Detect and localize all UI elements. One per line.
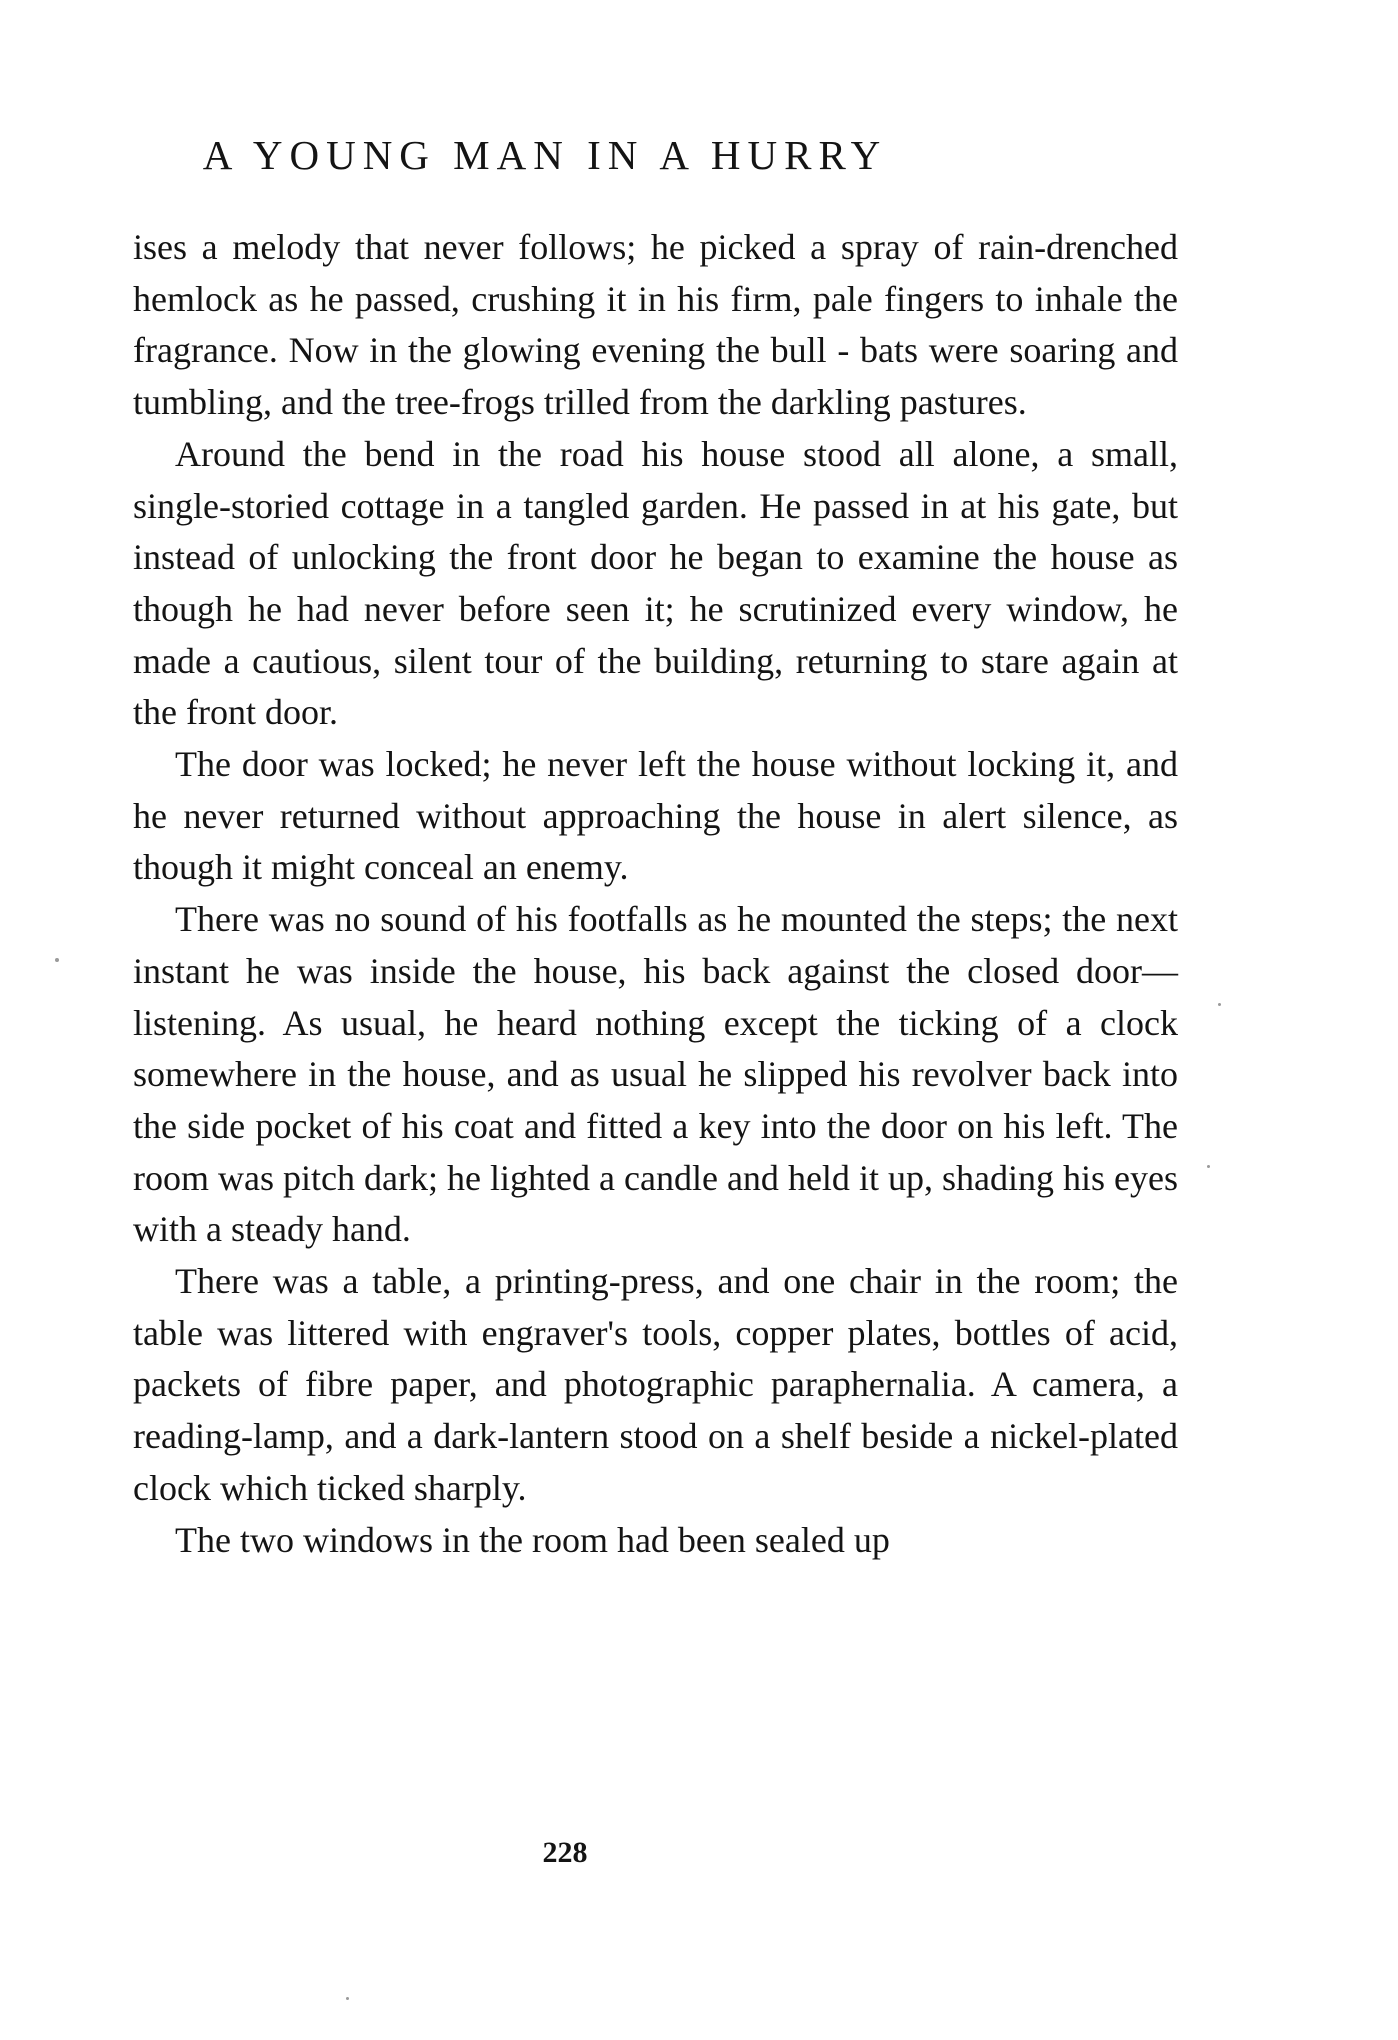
body-text xyxy=(133,222,1178,1566)
paragraph-6: The two windows in the room had been sealed up xyxy=(175,1519,890,1560)
paragraph-5: There was a table, a printing-press, and one chair in the room; the table was littered with engraver's tools, copper plates, bottles of acid, packets of fibre paper, and photographic paraphernalia. A camera, a reading-lamp, and a dark-lantern stood on a shelf beside a nickel-plated clock which ticked sharply. xyxy=(133,1261,1178,1508)
page-number: 228 xyxy=(542,1836,588,1869)
paragraph-3: The door was locked; he never left the house without locking it, and he never returned without approaching the house in alert silence, as though it might conceal an enemy. xyxy=(133,744,1178,888)
paper-speck xyxy=(346,1997,349,2000)
paper-speck xyxy=(55,958,59,962)
paper-speck xyxy=(1207,1165,1210,1168)
paragraph-4: There was no sound of his footfalls as he mounted the steps; the next instant he was inside the house, his back against the closed door—listening. As usual, he heard nothing except the ticking of a clock somewhere in the house, and as usual he slipped his revolver back into the side pocket of his coat and fitted a key into the door on his left. The room was pitch dark; he lighted a candle and held it up, shading his eyes with a steady hand. xyxy=(133,899,1178,1250)
running-head: A YOUNG MAN IN A HURRY xyxy=(202,132,888,178)
paragraph-1: ises a melody that never follows; he picked a spray of rain-drenched hemlock as he passed, crushing it in his firm, pale fingers to inhale the fragrance. Now in the glowing evening the bull - bats were soaring and tumbling, and the tree-frogs trilled from the darkling pastures. xyxy=(133,227,1178,423)
paper-speck xyxy=(1218,1003,1221,1006)
paragraph-2: Around the bend in the road his house stood all alone, a small, single-storied cottage in a tangled garden. He passed in at his gate, but instead of unlocking the front door he began to examine the house as though he had never before seen it; he scrutinized every window, he made a cautious, silent tour of the building, returning to stare again at the front door. xyxy=(133,433,1178,733)
